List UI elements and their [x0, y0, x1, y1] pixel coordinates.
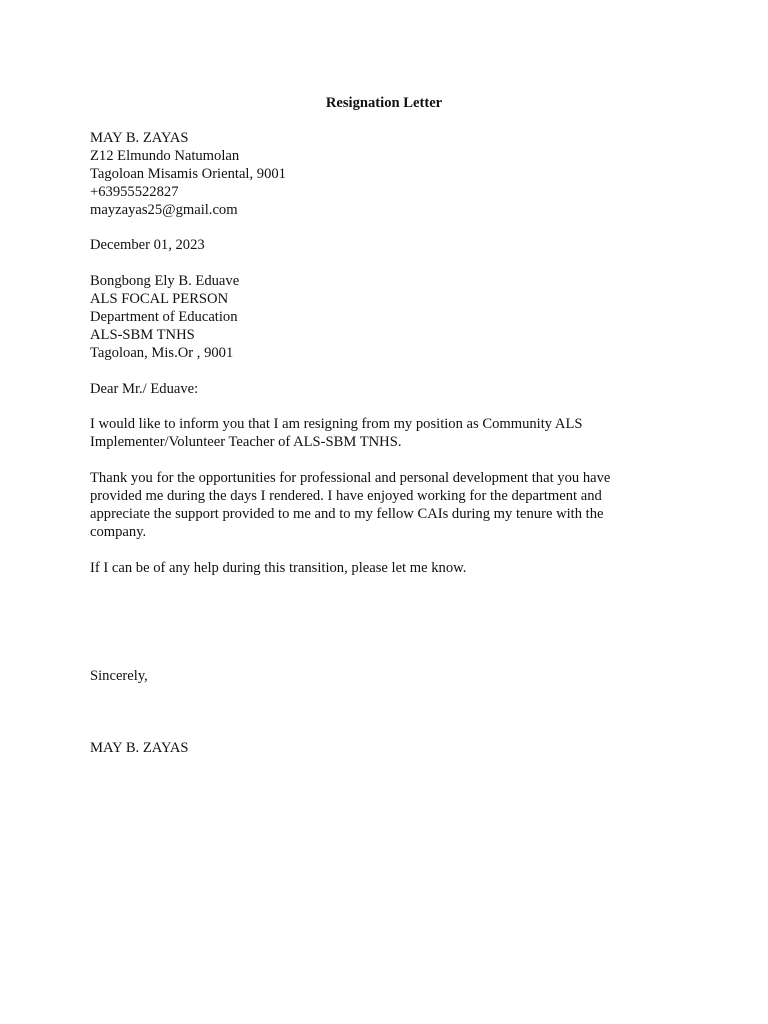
recipient-block — [90, 272, 650, 362]
recipient-name: Bongbong Ely B. Eduave — [90, 273, 240, 289]
letter-title: Resignation Letter — [325, 95, 443, 111]
sender-phone: +63955522827 — [90, 184, 179, 200]
sender-address-line1: Z12 Elmundo Natumolan — [90, 148, 240, 164]
paragraph-resignation — [90, 415, 650, 451]
paragraph-line: provided me during the days I rendered. I have enjoyed working for the department and — [90, 488, 602, 504]
closing: Sincerely, — [90, 668, 148, 684]
letter-date: December 01, 2023 — [90, 237, 205, 253]
salutation: Dear Mr./ Eduave: — [90, 381, 199, 397]
paragraph-line: company. — [90, 524, 147, 540]
recipient-title: ALS FOCAL PERSON — [90, 291, 229, 307]
paragraph-help: If I can be of any help during this transition, please let me know. — [90, 560, 467, 576]
paragraph-line: Implementer/Volunteer Teacher of ALS-SBM TNHS. — [90, 434, 402, 450]
sender-name: MAY B. ZAYAS — [90, 130, 189, 146]
recipient-address: Tagoloan, Mis.Or , 9001 — [90, 345, 234, 361]
paragraph-thanks — [90, 469, 650, 541]
signature-name: MAY B. ZAYAS — [90, 740, 189, 756]
paragraph-line: Thank you for the opportunities for professional and personal development that you have — [90, 470, 611, 486]
sender-address-line2: Tagoloan Misamis Oriental, 9001 — [90, 166, 286, 182]
recipient-department: Department of Education — [90, 309, 238, 325]
recipient-office: ALS-SBM TNHS — [90, 327, 195, 343]
sender-email: mayzayas25@gmail.com — [90, 202, 238, 218]
paragraph-line: appreciate the support provided to me and to my fellow CAIs during my tenure with the — [90, 506, 604, 522]
sender-block — [90, 129, 650, 219]
paragraph-line: I would like to inform you that I am resigning from my position as Community ALS — [90, 416, 583, 432]
